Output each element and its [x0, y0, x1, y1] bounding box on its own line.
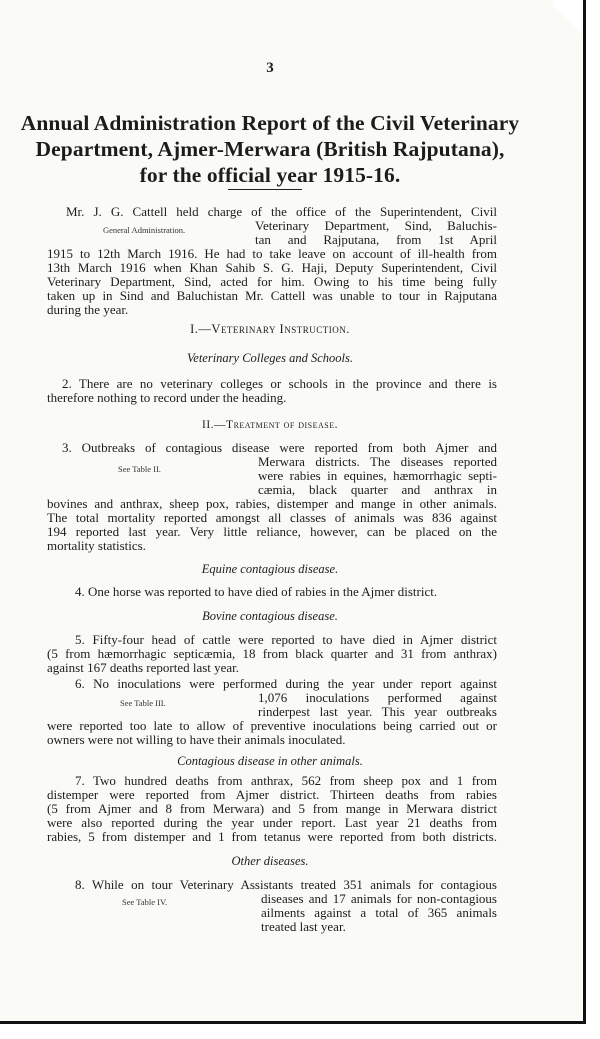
- paragraph-line: 7. Two hundred deaths from anthrax, 562 from sheep pox and 1 from: [75, 773, 497, 788]
- paragraph-line: 8. While on tour Veterinary Assistants treated 351 animals for contagious: [75, 877, 497, 892]
- paragraph-line: were also reported during the year under report. Last year 21 deaths from: [47, 815, 497, 830]
- paragraph-line: Veterinary Department, Sind, Baluchis-: [255, 218, 497, 233]
- paragraph-line: owners were not willing to have their animals inoculated.: [47, 732, 346, 747]
- paragraph-line: mortality statistics.: [47, 538, 146, 553]
- margin-note: See Table IV.: [122, 897, 168, 907]
- section-subheading: Equine contagious disease.: [201, 562, 339, 576]
- paragraph-line: therefore nothing to record under the heading.: [47, 390, 287, 405]
- paragraph-line: during the year.: [47, 302, 129, 317]
- report-title: [0, 110, 540, 188]
- paragraph-line: 3. Outbreaks of contagious disease were reported from both Ajmer and: [62, 440, 497, 455]
- section-subheading: Other diseases.: [231, 854, 309, 868]
- paragraph-line: rabies, 5 from distemper and 1 from tetanus were reported from both districts.: [47, 829, 497, 844]
- paragraph-line: 194 reported last year. Very little reliance, however, can be placed on the: [47, 524, 497, 539]
- paragraph-line: (5 from Ajmer and 8 from Merwara) and 5 from mange in Merwara district: [47, 801, 497, 816]
- section-subheading: Bovine contagious disease.: [202, 609, 338, 623]
- paragraph-line: 2. There are no veterinary colleges or schools in the province and there is: [62, 376, 497, 391]
- paragraph-line: were rabies in equines, hæmorrhagic septi-: [258, 468, 497, 483]
- paragraph-line: 1915 to 12th March 1916. He had to take leave on account of ill-health from: [47, 246, 497, 261]
- paragraph-line: ailments against a total of 365 animals: [261, 905, 497, 920]
- margin-note: General Administration.: [103, 225, 186, 235]
- paragraph-line: (5 from hæmorrhagic septicæmia, 18 from black quarter and 31 from anthrax): [47, 646, 497, 661]
- paragraph-line: rinderpest last year. This year outbreaks: [258, 704, 497, 719]
- title-line: for the official year 1915-16.: [139, 163, 401, 187]
- paragraph-line: were reported too late to allow of preventive inoculations being carried out or: [47, 718, 497, 733]
- margin-note: See Table III.: [120, 698, 166, 708]
- section-subheading: Veterinary Colleges and Schools.: [187, 351, 353, 365]
- paragraph-line: Merwara districts. The diseases reported: [258, 454, 497, 469]
- paragraph-line: 4. One horse was reported to have died of rabies in the Ajmer district.: [75, 584, 438, 599]
- paragraph-line: Mr. J. G. Cattell held charge of the office of the Superintendent, Civil: [66, 204, 497, 219]
- page-number: 3: [266, 60, 274, 76]
- section-heading: I.—Veterinary Instruction.: [190, 322, 350, 336]
- title-line: Department, Ajmer-Merwara (British Rajputana),: [35, 137, 505, 161]
- paragraph-line: distemper were reported from Ajmer district. Thirteen deaths from rabies: [47, 787, 497, 802]
- paragraph-line: treated last year.: [261, 919, 346, 934]
- paragraph-line: The total mortality reported amongst all classes of animals was 836 against: [47, 510, 497, 525]
- paragraph-line: 13th March 1916 when Khan Sahib S. G. Haji, Deputy Superintendent, Civil: [47, 260, 497, 275]
- paragraph-line: tan and Rajputana, from 1st April: [255, 232, 497, 247]
- paragraph-line: bovines and anthrax, sheep pox, rabies, distemper and mange in other animals.: [47, 496, 497, 511]
- title-line: Annual Administration Report of the Civil Veterinary: [20, 111, 520, 135]
- section-subheading: Contagious disease in other animals.: [177, 754, 363, 768]
- paragraph-line: taken up in Sind and Baluchistan Mr. Cattell was unable to tour in Rajputana: [47, 288, 497, 303]
- section-heading: II.—Treatment of disease.: [202, 419, 338, 431]
- paragraph-line: against 167 deaths reported last year.: [47, 660, 240, 675]
- paragraph-line: 5. Fifty-four head of cattle were reported to have died in Ajmer district: [75, 632, 497, 647]
- paragraph-line: 6. No inoculations were performed during the year under report against: [75, 676, 497, 691]
- title-rule: [228, 189, 302, 190]
- paragraph-line: 1,076 inoculations performed against: [258, 690, 497, 705]
- margin-note: See Table II.: [118, 464, 161, 474]
- paragraph-line: cæmia, black quarter and anthrax in: [258, 482, 497, 497]
- paragraph-line: Veterinary Department, Sind, acted for him. Owing to his time being fully: [47, 274, 497, 289]
- paragraph-line: diseases and 17 animals for non-contagious: [261, 891, 497, 906]
- page-corner-fold: [553, 0, 583, 40]
